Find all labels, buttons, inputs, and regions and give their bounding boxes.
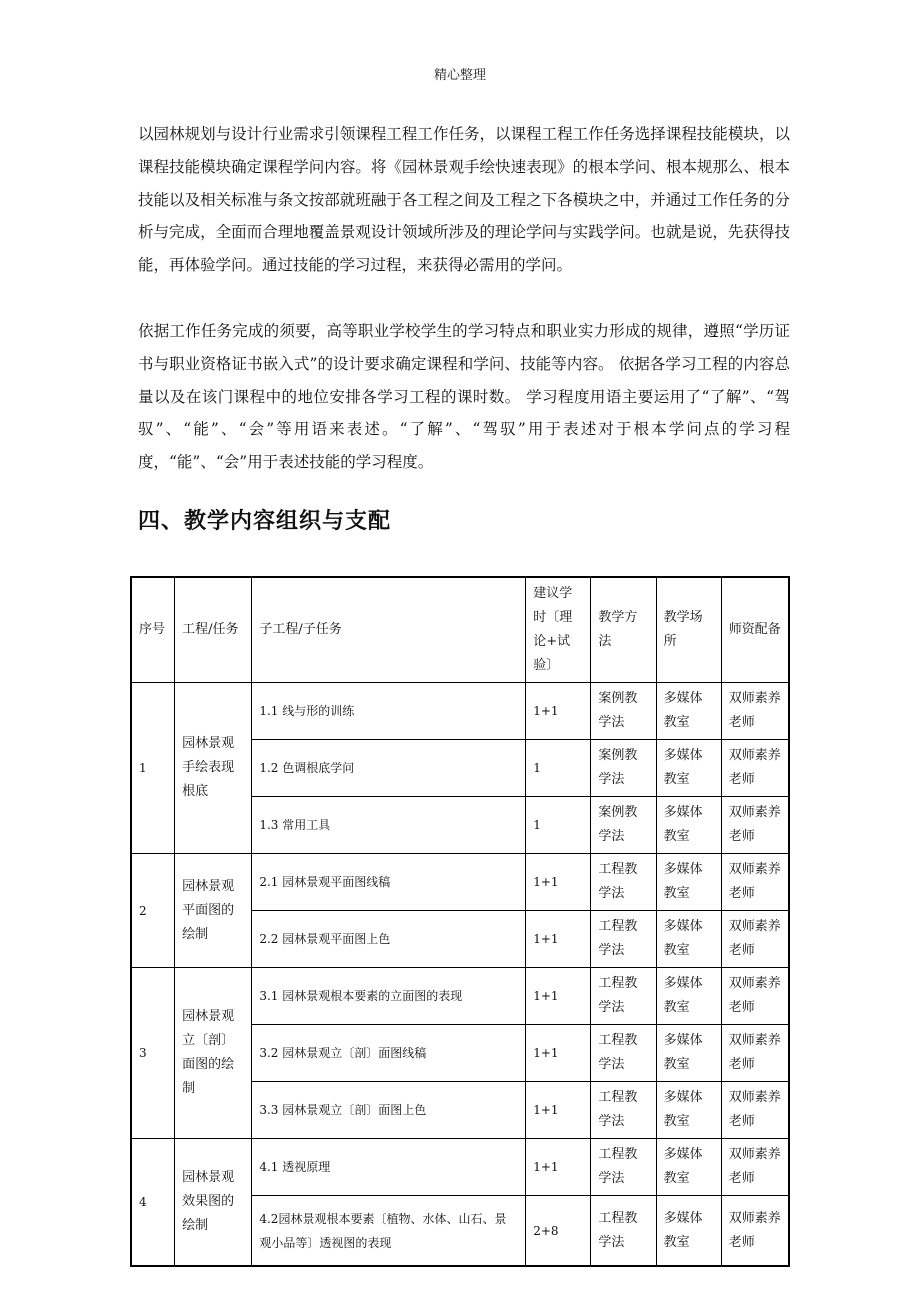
staff-cell: 双师素养老师 [721, 683, 789, 740]
paragraph-1: 以园林规划与设计行业需求引领课程工程工作任务，以课程工程工作任务选择课程技能模块，以课程技能模块确定课程学问内容。将《园林景观手绘快速表现》的根本学问、根本规那么、根本技能以及相关标准与条文按部就班融于各工程之间及工程之下各模块之中，并通过工作任务的分析与完成，全面而合理地覆盖景观设计领域所涉及的理论学问与实践学问。也就是说，先获得技能，再体验学问。通过技能的学习过程，来获得必需用的学问。 [138, 125, 790, 275]
staff-cell: 双师素养老师 [721, 797, 789, 854]
hours-cell: 1+1 [526, 1139, 591, 1196]
method-cell: 工程教学法 [591, 1025, 656, 1082]
staff-cell: 双师素养老师 [721, 854, 789, 911]
place-cell: 多媒体教室 [656, 911, 721, 968]
subtask-cell: 3.2 园林景观立〔剖〕面图线稿 [252, 1025, 526, 1082]
staff-cell: 双师素养老师 [721, 1082, 789, 1139]
header-cell-no: 序号 [131, 577, 175, 683]
place-cell: 多媒体教室 [656, 854, 721, 911]
method-cell: 案例教学法 [591, 683, 656, 740]
group-number: 2 [131, 854, 175, 968]
hours-cell: 1+1 [526, 1082, 591, 1139]
method-cell: 工程教学法 [591, 1139, 656, 1196]
staff-cell: 双师素养老师 [721, 1139, 789, 1196]
group-name: 园林景观平面图的绘制 [175, 854, 252, 968]
header-cell-hours: 建议学时〔理论+试验〕 [526, 577, 591, 683]
method-cell: 工程教学法 [591, 911, 656, 968]
staff-cell: 双师素养老师 [721, 740, 789, 797]
hours-cell: 1+1 [526, 968, 591, 1025]
hours-cell: 2+8 [526, 1196, 591, 1267]
table-row [131, 968, 789, 1025]
hours-cell: 1 [526, 797, 591, 854]
place-cell: 多媒体教室 [656, 740, 721, 797]
subtask-cell: 3.3 园林景观立〔剖〕面图上色 [252, 1082, 526, 1139]
place-cell: 多媒体教室 [656, 1139, 721, 1196]
method-cell: 案例教学法 [591, 797, 656, 854]
group-number: 3 [131, 968, 175, 1139]
subtask-cell: 4.1 透视原理 [252, 1139, 526, 1196]
table-header-row [131, 577, 789, 683]
place-cell: 多媒体教室 [656, 968, 721, 1025]
place-cell: 多媒体教室 [656, 1082, 721, 1139]
place-cell: 多媒体教室 [656, 1196, 721, 1267]
header-cell-staff: 师资配备 [721, 577, 789, 683]
subtask-cell: 2.2 园林景观平面图上色 [252, 911, 526, 968]
place-cell: 多媒体教室 [656, 1025, 721, 1082]
group-name: 园林景观效果图的绘制 [175, 1139, 252, 1267]
header-cell-place: 教学场所 [656, 577, 721, 683]
table-row [131, 1139, 789, 1196]
subtask-cell: 2.1 园林景观平面图线稿 [252, 854, 526, 911]
method-cell: 案例教学法 [591, 740, 656, 797]
table-row [131, 854, 789, 911]
staff-cell: 双师素养老师 [721, 968, 789, 1025]
subtask-cell: 4.2园林景观根本要素〔植物、水体、山石、景观小品等〕透视图的表现 [252, 1196, 526, 1267]
header-cell-method: 教学方法 [591, 577, 656, 683]
paragraph-2: 依据工作任务完成的须要，高等职业学校学生的学习特点和职业实力形成的规律，遵照“学历证书与职业资格证书嵌入式”的设计要求确定课程和学问、技能等内容。 依据各学习工程的内容总量以及在该门课程中的地位安排各学习工程的课时数。 学习程度用语主要运用了“了解”、“驾驭”、“能”、“会”等用语来表述。“了解”、“驾驭”用于表述对于根本学问点的学习程度，“能”、“会”用于表述技能的学习程度。 [138, 322, 790, 472]
staff-cell: 双师素养老师 [721, 1196, 789, 1267]
hours-cell: 1+1 [526, 854, 591, 911]
place-cell: 多媒体教室 [656, 797, 721, 854]
group-name: 园林景观手绘表现根底 [175, 683, 252, 854]
method-cell: 工程教学法 [591, 1082, 656, 1139]
hours-cell: 1+1 [526, 683, 591, 740]
method-cell: 工程教学法 [591, 968, 656, 1025]
header-cell-project: 工程/任务 [175, 577, 252, 683]
subtask-cell: 1.2 色调根底学问 [252, 740, 526, 797]
section-heading: 四、教学内容组织与支配 [138, 509, 392, 534]
group-number: 4 [131, 1139, 175, 1267]
subtask-cell: 1.1 线与形的训练 [252, 683, 526, 740]
hours-cell: 1+1 [526, 1025, 591, 1082]
group-number: 1 [131, 683, 175, 854]
hours-cell: 1 [526, 740, 591, 797]
method-cell: 工程教学法 [591, 854, 656, 911]
group-name: 园林景观立〔剖〕面图的绘制 [175, 968, 252, 1139]
subtask-cell: 3.1 园林景观根本要素的立面图的表现 [252, 968, 526, 1025]
method-cell: 工程教学法 [591, 1196, 656, 1267]
teaching-plan-table [130, 576, 790, 1267]
header-cell-subproject: 子工程/子任务 [252, 577, 526, 683]
subtask-cell: 1.3 常用工具 [252, 797, 526, 854]
staff-cell: 双师素养老师 [721, 1025, 789, 1082]
place-cell: 多媒体教室 [656, 683, 721, 740]
page-header: 精心整理 [433, 68, 486, 83]
table-row [131, 683, 789, 740]
hours-cell: 1+1 [526, 911, 591, 968]
staff-cell: 双师素养老师 [721, 911, 789, 968]
